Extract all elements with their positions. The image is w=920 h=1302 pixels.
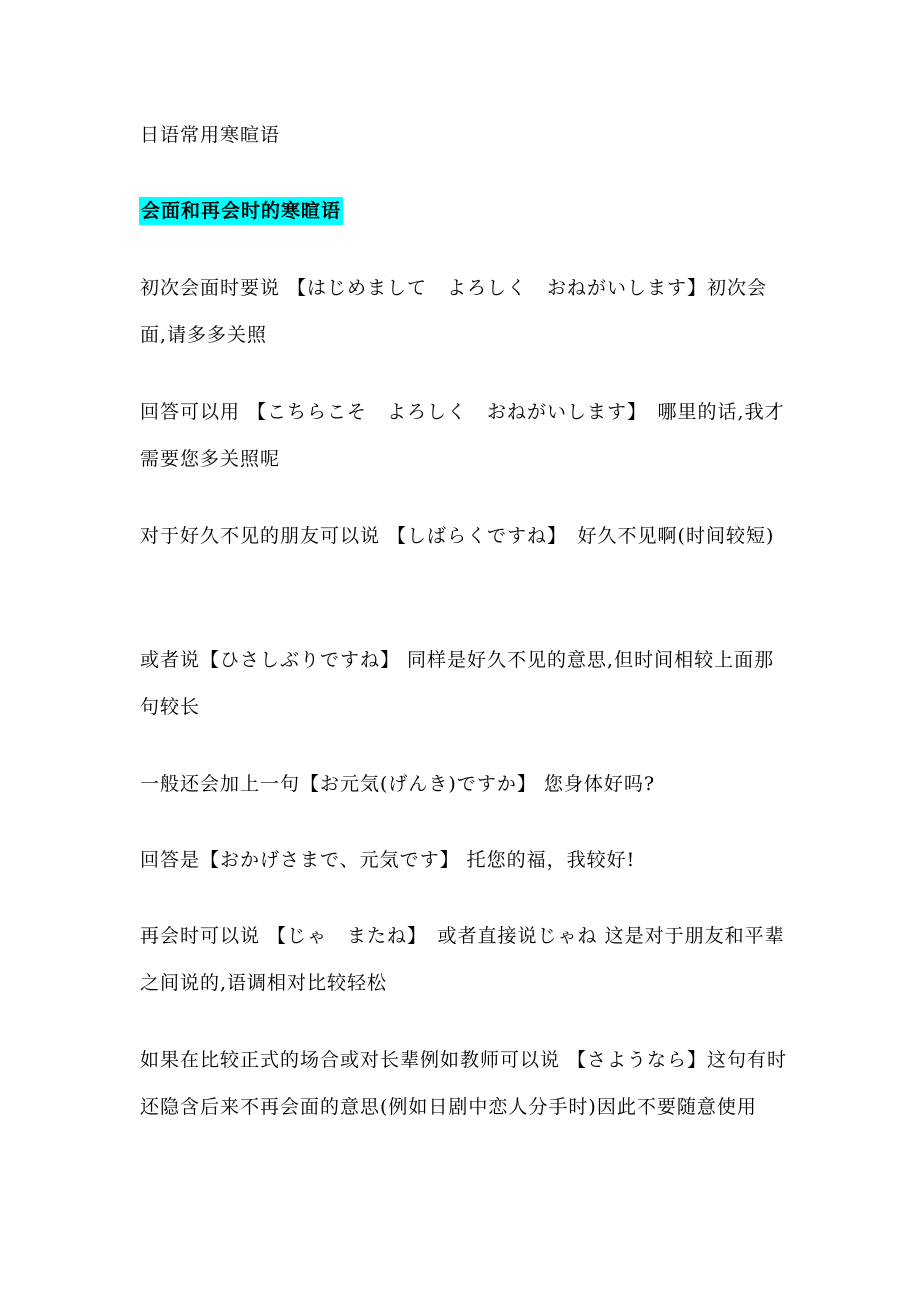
paragraph-jaa-matane: 再会时可以说 【じゃ またね】 或者直接说じゃね 这是对于朋友和平辈之间说的,语调相对比较轻松: [140, 925, 785, 994]
paragraph-hisashiburi: 或者说【ひさしぶりですね】 同样是好久不见的意思,但时间相较上面那句较长: [140, 649, 775, 718]
section-heading-highlighted: 会面和再会时的寒暄语: [139, 197, 343, 225]
paragraph-first-meeting: 初次会面时要说 【はじめまして よろしく おねがいします】初次会面,请多多关照: [140, 277, 768, 346]
document-title: 日语常用寒暄语: [140, 124, 281, 146]
paragraph-sayounara: 如果在比较正式的场合或对长辈例如教师可以说 【さようなら】这句有时还隐含后来不再会面的意思(例如日剧中恋人分手时)因此不要随意使用: [140, 1049, 788, 1118]
paragraph-okagesama: 回答是【おかげさまで、元気です】 托您的福，我较好!: [140, 849, 636, 871]
paragraph-long-time-no-see: 对于好久不见的朋友可以说 【しばらくですね】 好久不见啊(时间较短): [140, 525, 775, 547]
paragraph-reply: 回答可以用 【こちらこそ よろしく おねがいします】 哪里的话,我才需要您多关照呢: [140, 401, 785, 470]
paragraph-ogenki: 一般还会加上一句【お元気(げんき)ですか】 您身体好吗?: [140, 773, 656, 795]
